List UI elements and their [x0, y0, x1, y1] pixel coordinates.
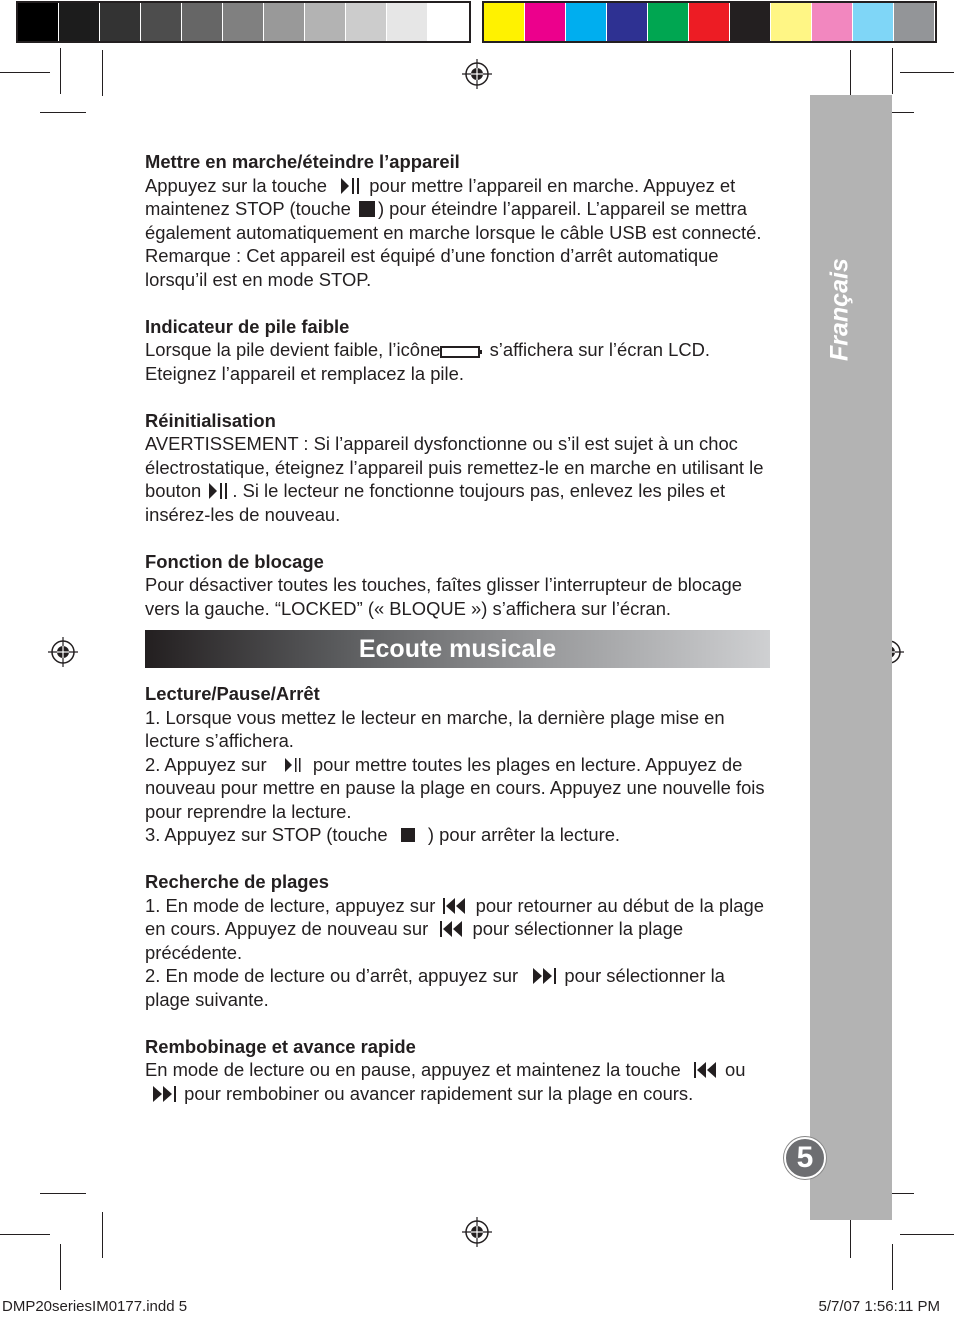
- play-pause-icon: [332, 177, 364, 195]
- stop-icon: [393, 826, 423, 844]
- battery-icon: [440, 345, 484, 359]
- crop-mark: [0, 72, 50, 73]
- language-side-tab: [810, 95, 892, 1220]
- paragraph: Pour désactiver toutes les touches, faîtes glisser l’interrupteur de blocage vers la gauche. “LOCKED” (« BLOQUE ») s’affichera sur l’écran.: [145, 574, 742, 619]
- color-swatch: [853, 3, 894, 41]
- color-swatch: [730, 3, 771, 41]
- crop-mark: [0, 1234, 50, 1235]
- crop-mark: [102, 1212, 103, 1258]
- footer-filename: DMP20seriesIM0177.indd 5: [2, 1298, 188, 1315]
- crop-mark: [60, 48, 61, 94]
- play-pause-icon: [206, 482, 232, 500]
- process-color-bar: [484, 3, 935, 41]
- crop-mark: [102, 50, 103, 96]
- paragraph: 3. Appuyez sur STOP (touche ) pour arrêter la lecture.: [145, 824, 621, 845]
- paragraph: 1. Lorsque vous mettez le lecteur en marche, la dernière plage mise en lecture s’affichera.: [145, 706, 725, 751]
- color-swatch: [607, 3, 648, 41]
- page-content: [145, 150, 770, 1105]
- paragraph: 1. En mode de lecture, appuyez sur pour retourner au début de la plage en cours. Appuyez de nouveau sur pour sélectionner la plage précédente.: [145, 894, 764, 963]
- section-title: Réinitialisation: [145, 409, 276, 431]
- crop-mark: [850, 50, 851, 96]
- color-swatch: [305, 3, 346, 41]
- color-swatch: [100, 3, 141, 41]
- section-title: Lecture/Pause/Arrêt: [145, 683, 320, 704]
- color-swatch: [648, 3, 689, 41]
- color-swatch: [566, 3, 607, 41]
- next-track-icon: [145, 1085, 179, 1103]
- footer-timestamp: 5/7/07 1:56:11 PM: [818, 1298, 940, 1315]
- page-number: 5: [784, 1137, 826, 1179]
- play-pause-icon: [272, 756, 308, 774]
- paragraph: AVERTISSEMENT : Si l’appareil dysfonctionne ou s’il est sujet à un choc électrostatique, éteignez l’appareil puis remettez-le en marche en utilisant le bouton . Si le lecteur ne fonctionne toujours pas, enlevez les piles et insérez-les de nouveau.: [145, 433, 764, 525]
- paragraph: 2. Appuyez sur pour mettre toutes les plages en lecture. Appuyez de nouveau pour mettre en pause la plage en cours. Appuyez une nouvelle fois pour reprendre la lecture.: [145, 753, 765, 822]
- previous-track-icon: [440, 897, 470, 915]
- section-title: Fonction de blocage: [145, 550, 324, 572]
- color-swatch: [484, 3, 525, 41]
- section-title: Mettre en marche/éteindre l’appareil: [145, 151, 460, 172]
- registration-mark-icon: [462, 59, 492, 89]
- color-swatch: [894, 3, 935, 41]
- paragraph: Remarque : Cet appareil est équipé d’une fonction d’arrêt automatique lorsqu’il est en mode STOP.: [145, 245, 719, 290]
- next-track-icon: [523, 967, 559, 985]
- crop-mark: [40, 112, 86, 113]
- section-banner: Ecoute musicale: [145, 630, 770, 668]
- crop-mark: [60, 1244, 61, 1290]
- color-swatch: [59, 3, 100, 41]
- previous-track-icon: [686, 1061, 720, 1079]
- crop-mark: [892, 1244, 893, 1290]
- previous-track-icon: [433, 920, 467, 938]
- color-swatch: [141, 3, 182, 41]
- section-title: Rembobinage et avance rapide: [145, 1035, 416, 1057]
- color-swatch: [264, 3, 305, 41]
- crop-mark: [892, 48, 893, 94]
- crop-mark: [900, 1234, 954, 1235]
- color-swatch: [387, 3, 428, 41]
- registration-mark-icon: [48, 637, 78, 667]
- paragraph: Appuyez sur la touche pour mettre l’appareil en marche. Appuyez et maintenez STOP (touche ) pour éteindre l’appareil. L’appareil se mettra également automatiquement en marche lorsque le câble USB est connecté.: [145, 174, 762, 243]
- color-swatch: [812, 3, 853, 41]
- color-swatch: [771, 3, 812, 41]
- color-swatch: [182, 3, 223, 41]
- color-swatch: [689, 3, 730, 41]
- section-title: Indicateur de pile faible: [145, 315, 350, 337]
- color-swatch: [525, 3, 566, 41]
- crop-mark: [40, 1193, 86, 1194]
- stop-icon: [356, 200, 378, 218]
- section-title: Recherche de plages: [145, 871, 329, 892]
- paragraph: En mode de lecture ou en pause, appuyez et maintenez la touche ou pour rembobiner ou avancer rapidement sur la plage en cours.: [145, 1059, 746, 1104]
- paragraph: Lorsque la pile devient faible, l’icône s’affichera sur l’écran LCD. Eteignez l’appareil et remplacez la pile.: [145, 339, 711, 384]
- language-label: Français: [825, 258, 854, 362]
- crop-mark: [900, 72, 954, 73]
- color-swatch: [223, 3, 264, 41]
- registration-mark-icon: [462, 1217, 492, 1247]
- color-swatch: [428, 3, 469, 41]
- color-swatch: [346, 3, 387, 41]
- color-swatch: [18, 3, 59, 41]
- paragraph: 2. En mode de lecture ou d’arrêt, appuyez sur pour sélectionner la plage suivante.: [145, 965, 725, 1010]
- grayscale-color-bar: [18, 3, 469, 41]
